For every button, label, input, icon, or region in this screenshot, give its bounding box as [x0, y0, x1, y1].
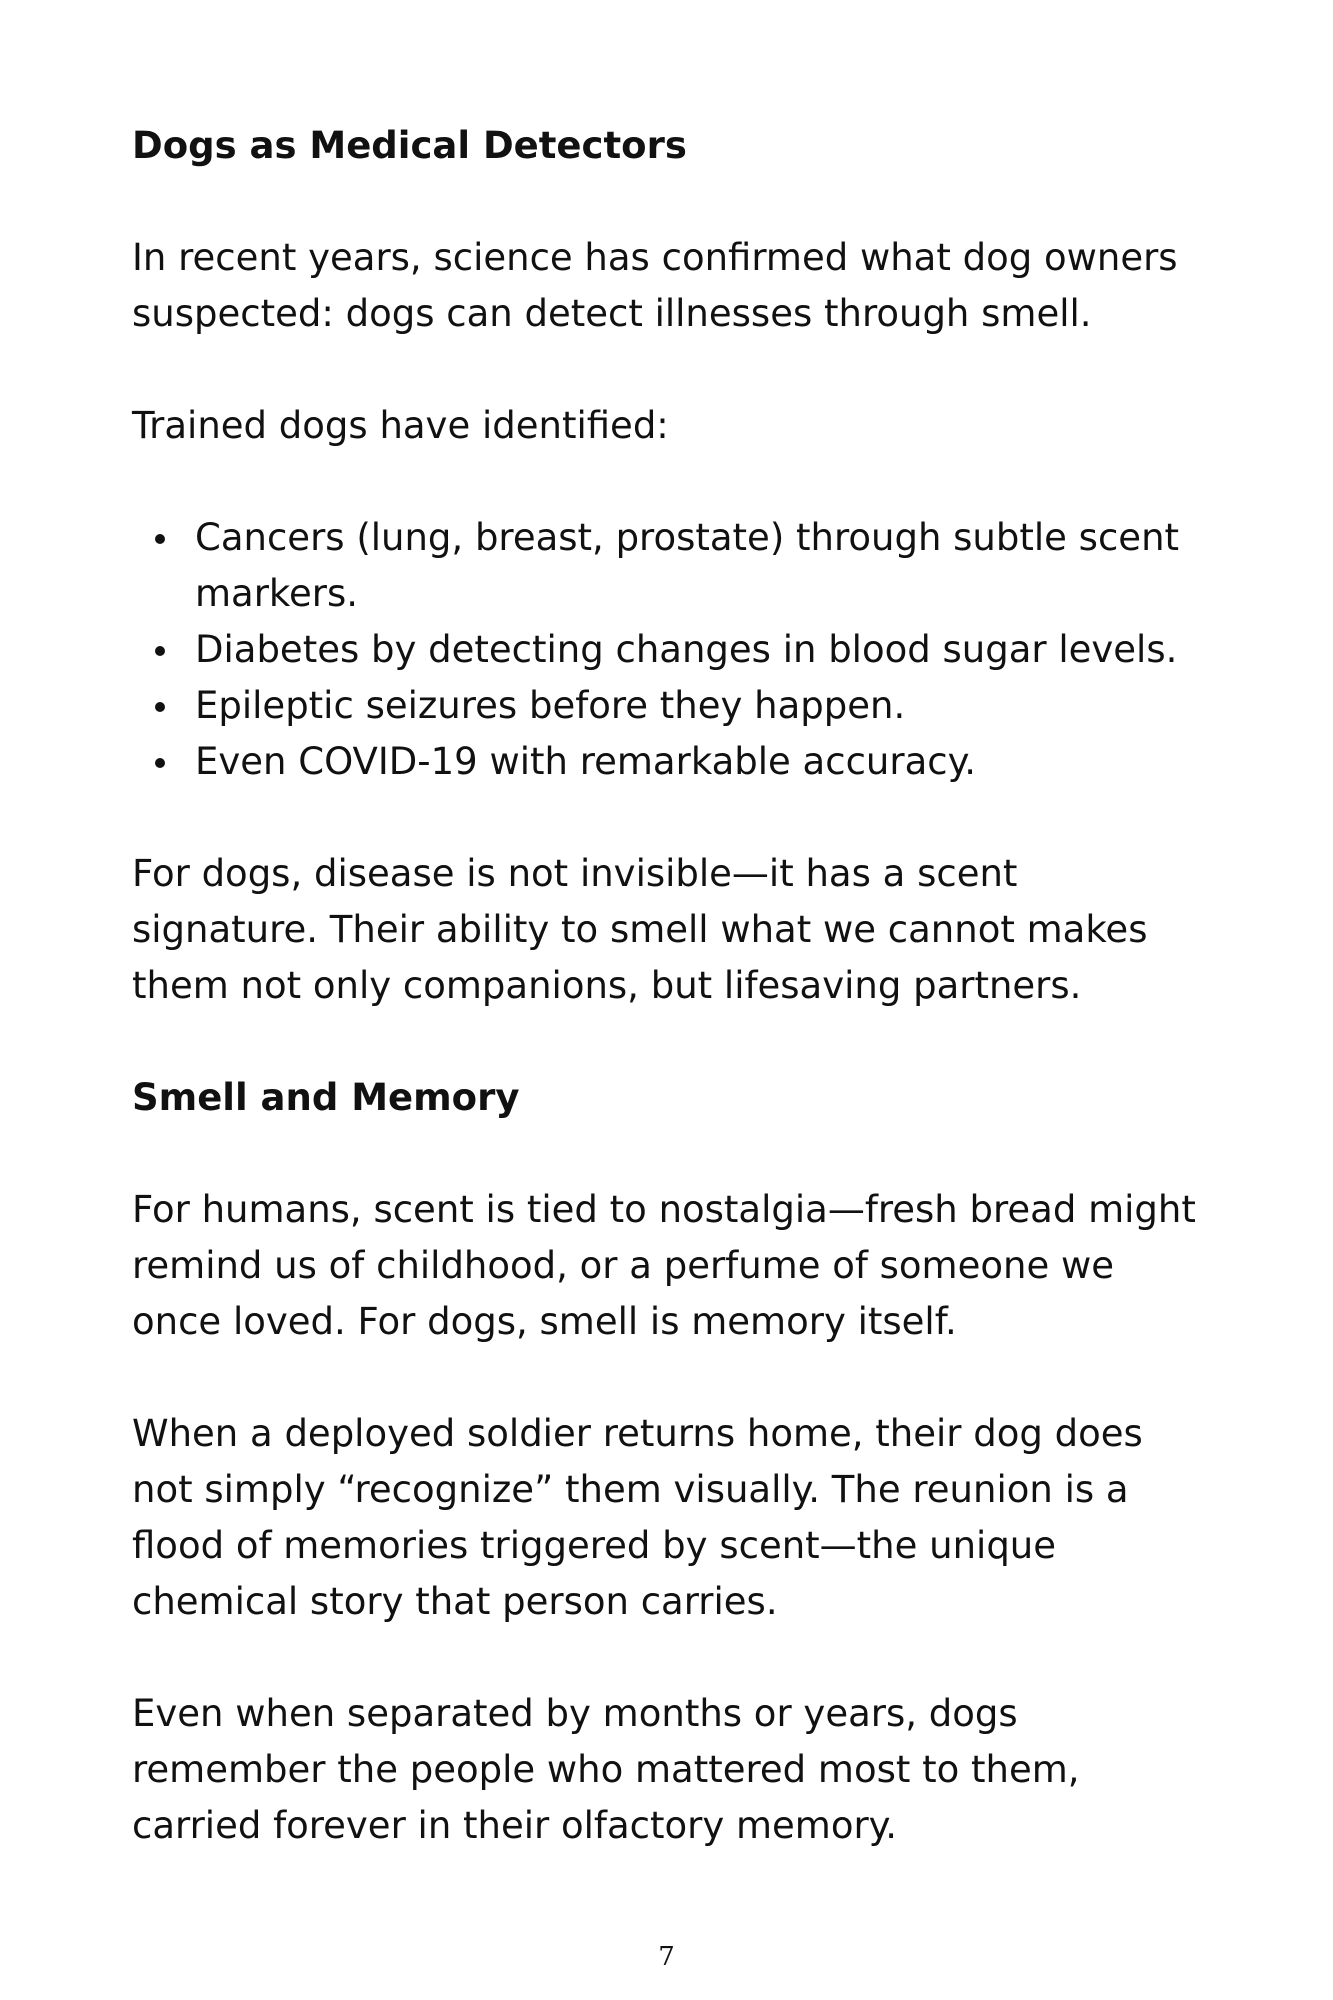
list-item-text: Epileptic seizures before they happen. [195, 684, 906, 727]
list-item-text: Cancers (lung, breast, prostate) through subtle scent markers. [195, 516, 1180, 615]
spacer [132, 174, 1212, 230]
detection-list [132, 510, 1212, 790]
paragraph-nostalgia: For humans, scent is tied to nostalgia—fresh bread might remind us of childhood, or a perfume of someone we once loved. For dogs, smell is memory itself. [132, 1188, 1196, 1343]
section-heading-medical-detectors: Dogs as Medical Detectors [132, 124, 687, 167]
list-item-text: Diabetes by detecting changes in blood sugar levels. [195, 628, 1178, 671]
page-number: 7 [658, 1942, 675, 1972]
paragraph-intro: In recent years, science has confirmed what dog owners suspected: dogs can detect illnesses through smell. [132, 236, 1178, 335]
list-item [132, 510, 1212, 622]
spacer [132, 1630, 1212, 1686]
spacer [132, 454, 1212, 510]
bullet-icon [155, 758, 165, 768]
list-item-text: Even COVID-19 with remarkable accuracy. [195, 740, 976, 783]
spacer [132, 342, 1212, 398]
bullet-icon [155, 534, 165, 544]
paragraph-closing: For dogs, disease is not invisible—it has a scent signature. Their ability to smell what we cannot makes them not only companions, but lifesaving partners. [132, 852, 1148, 1007]
list-item [132, 678, 1212, 734]
paragraph-soldier: When a deployed soldier returns home, their dog does not simply “recognize” them visually. The reunion is a flood of memories triggered by scent—the unique chemical story that person carries. [132, 1412, 1143, 1623]
paragraph-remember: Even when separated by months or years, dogs remember the people who mattered most to them, carried forever in their olfactory memory. [132, 1692, 1080, 1847]
spacer [132, 1014, 1212, 1070]
list-item [132, 734, 1212, 790]
page-content [132, 118, 1212, 1854]
spacer [132, 1350, 1212, 1406]
bullet-icon [155, 702, 165, 712]
spacer [132, 1126, 1212, 1182]
spacer [132, 790, 1212, 846]
bullet-icon [155, 646, 165, 656]
list-item [132, 622, 1212, 678]
paragraph-list-intro: Trained dogs have identified: [132, 404, 669, 447]
section-heading-smell-memory: Smell and Memory [132, 1076, 520, 1119]
